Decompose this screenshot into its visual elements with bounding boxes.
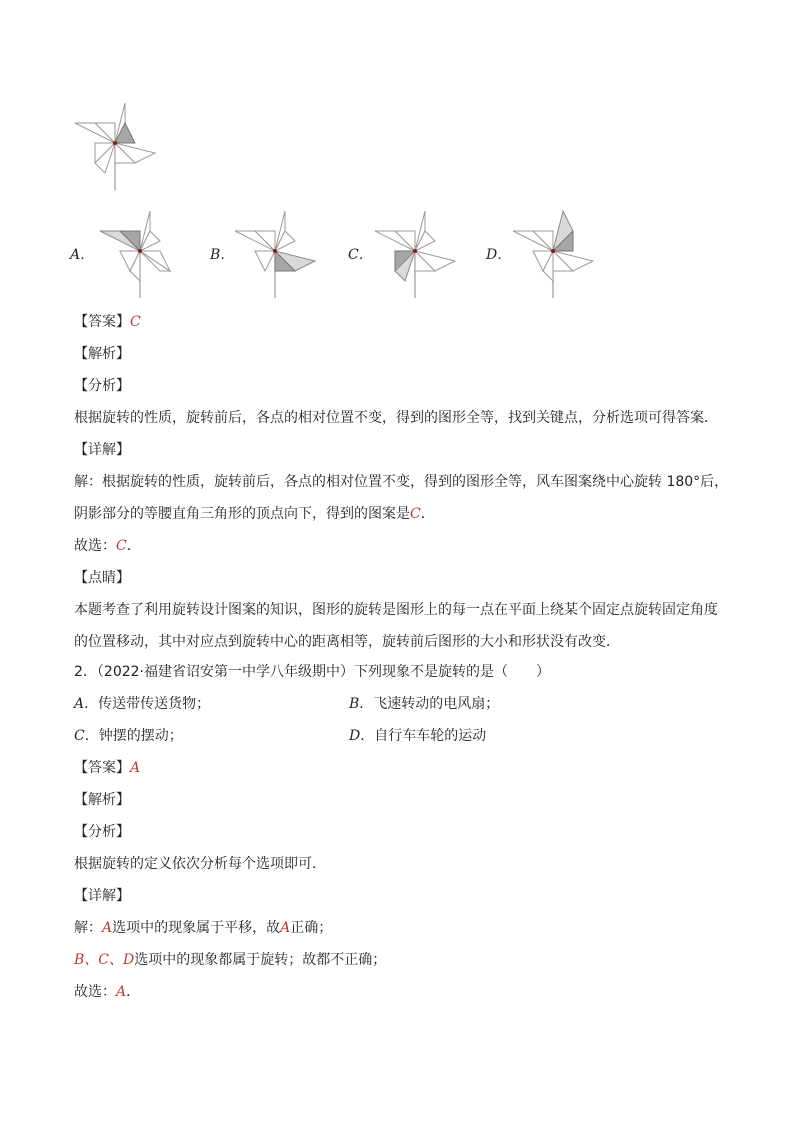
dianjing-line-1: 本题考查了利用旋转设计图案的知识，图形的旋转是图形上的每一点在平面上绕某个固定点旋转固定角度 bbox=[74, 602, 718, 618]
q2-xiangjie-line-2 bbox=[74, 950, 386, 970]
q2-option-d bbox=[349, 726, 486, 746]
q2-xiangjie-tag: 【详解】 bbox=[74, 888, 130, 904]
q2-l1-c: 选项中的现象属于平移，故 bbox=[112, 920, 281, 936]
q2-guxuan-text: 故选： bbox=[74, 984, 116, 1000]
q2-option-d-text: ．自行车车轮的运动 bbox=[360, 728, 487, 744]
option-b-label: B． bbox=[210, 247, 235, 263]
q2-l2-text: 选项中的现象都属于旋转；故都不正确； bbox=[134, 952, 387, 968]
fenxi-tag: 【分析】 bbox=[74, 378, 130, 394]
option-a-label: A． bbox=[70, 247, 95, 263]
pinwheel-original-figure bbox=[70, 100, 160, 192]
answer-value: C bbox=[130, 314, 141, 330]
guxuan-letter: C bbox=[116, 538, 127, 554]
option-d-label: D． bbox=[486, 247, 512, 263]
q2-answer-line bbox=[74, 758, 140, 778]
q2-guxuan-end: ． bbox=[126, 984, 141, 1000]
q2-l2-letters: B、C、D bbox=[74, 952, 135, 968]
xiangjie-line-1: 解：根据旋转的性质，旋转前后，各点的相对位置不变，得到的图形全等，风车图案绕中心旋转 180°后， bbox=[74, 474, 729, 490]
q2-option-b bbox=[349, 694, 499, 714]
pinwheel-option-a bbox=[95, 208, 185, 300]
q2-option-c-text: ．钟摆的摆动； bbox=[84, 728, 183, 744]
pinwheel-option-c bbox=[370, 208, 460, 300]
q2-answer-value: A bbox=[130, 760, 141, 776]
xiangjie-tag: 【详解】 bbox=[74, 442, 130, 458]
q2-fenxi-tag: 【分析】 bbox=[74, 824, 130, 840]
xiangjie-line-2-end: ． bbox=[420, 506, 435, 522]
q2-option-c-letter: C bbox=[74, 728, 85, 744]
option-c-label: C． bbox=[348, 247, 373, 263]
pinwheel-option-d bbox=[508, 208, 598, 300]
pinwheel-option-b bbox=[230, 208, 320, 300]
q2-option-a-text: ．传送带传送货物； bbox=[84, 696, 211, 712]
q2-xiangjie-line-1 bbox=[74, 918, 332, 938]
q2-option-d-letter: D bbox=[349, 728, 361, 744]
dianjing-line-2: 的位置移动，其中对应点到旋转中心的距离相等，旋转前后图形的大小和形状没有改变． bbox=[74, 634, 620, 650]
q2-l1-e: 正确； bbox=[290, 920, 333, 936]
jiexi-tag: 【解析】 bbox=[74, 346, 130, 362]
xiangjie-line-2 bbox=[74, 504, 435, 524]
q2-guxuan-line bbox=[74, 982, 140, 1002]
q2-answer-tag: 【答案】 bbox=[74, 760, 130, 776]
q2-option-b-letter: B bbox=[349, 696, 360, 712]
q2-guxuan-letter: A bbox=[116, 984, 127, 1000]
q2-l1-b: A bbox=[102, 920, 113, 936]
guxuan-line bbox=[74, 536, 141, 556]
xiangjie-answer-letter: C bbox=[410, 506, 421, 522]
q2-l1-a: 解： bbox=[74, 920, 102, 936]
q2-option-a bbox=[74, 694, 210, 714]
q2-option-b-text: ．飞速转动的电风扇； bbox=[359, 696, 500, 712]
guxuan-text: 故选： bbox=[74, 538, 116, 554]
q2-jiexi-tag: 【解析】 bbox=[74, 792, 130, 808]
question-2-stem: 2．（2022·福建省诏安第一中学八年级期中）下列现象不是旋转的是（ ） bbox=[74, 664, 550, 680]
q2-l1-d: A bbox=[280, 920, 291, 936]
q2-option-c bbox=[74, 726, 183, 746]
xiangjie-line-2-text: 阴影部分的等腰直角三角形的顶点向下，得到的图案是 bbox=[74, 506, 410, 522]
dianjing-tag: 【点睛】 bbox=[74, 570, 130, 586]
answer-line bbox=[74, 312, 141, 332]
guxuan-end: ． bbox=[126, 538, 141, 554]
q2-option-a-letter: A bbox=[74, 696, 85, 712]
answer-tag: 【答案】 bbox=[74, 314, 130, 330]
fenxi-text: 根据旋转的性质，旋转前后，各点的相对位置不变，得到的图形全等，找到关键点，分析选项可得答案． bbox=[74, 410, 718, 426]
q2-fenxi-text: 根据旋转的定义依次分析每个选项即可． bbox=[74, 856, 326, 872]
